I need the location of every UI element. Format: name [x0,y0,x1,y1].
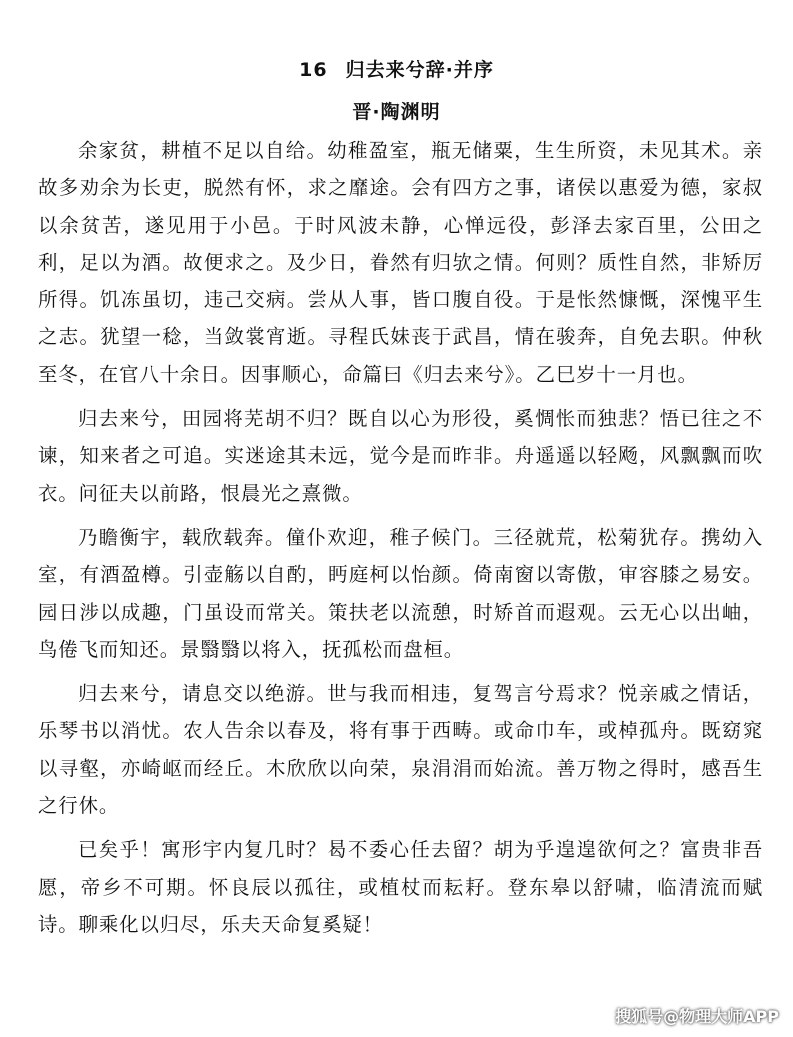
poem-paragraph-3: 归去来兮，请息交以绝游。世与我而相违，复驾言兮焉求？悦亲戚之情话，乐琴书以消忧。农人告余以春及，将有事于西畴。或命巾车，或棹孤舟。既窈窕以寻壑，亦崎岖而经丘。木欣欣以向荣，泉涓涓而始流。善万物之得时，感吾生之行休。 [38,682,763,818]
lesson-title: 归去来兮辞·并序 [345,59,494,81]
page-title [0,57,793,83]
preface-paragraph: 余家贫，耕植不足以自给。幼稚盈室，瓶无储粟，生生所资，未见其术。亲故多劝余为长吏，脱然有怀，求之靡途。会有四方之事，诸侯以惠爱为德，家叔以余贫苦，遂见用于小邑。于时风波未静，心惮远役，彭泽去家百里，公田之利，足以为酒。故便求之。及少日，眷然有归欤之情。何则？质性自然，非矫厉所得。饥冻虽切，违己交病。尝从人事，皆口腹自役。于是怅然慷慨，深愧平生之志。犹望一稔，当敛裳宵逝。寻程氏妹丧于武昌，情在骏奔，自免去职。仲秋至冬，在官八十余日。因事顺心，命篇曰《归去来兮》。乙巳岁十一月也。 [38,139,763,386]
poem-paragraph-2: 乃瞻衡宇，载欣载奔。僮仆欢迎，稚子候门。三径就荒，松菊犹存。携幼入室，有酒盈樽。引壶觞以自酌，眄庭柯以怡颜。倚南窗以寄傲，审容膝之易安。园日涉以成趣，门虽设而常关。策扶老以流憩，时矫首而遐观。云无心以出岫，鸟倦飞而知还。景翳翳以将入，抚孤松而盘桓。 [38,525,763,661]
poem-paragraph-1: 归去来兮，田园将芜胡不归？既自以心为形役，奚惆怅而独悲？悟已往之不谏，知来者之可追。实迷途其未远，觉今是而昨非。舟遥遥以轻飏，风飘飘而吹衣。问征夫以前路，恨晨光之熹微。 [38,407,763,505]
author-line: 晋·陶渊明 [352,101,441,123]
watermark-text: 搜狐号@物理大师APP [615,1007,779,1026]
lesson-number: 16 [299,59,328,81]
poem-body [38,132,763,950]
watermark [615,1004,779,1027]
poem-paragraph-4: 已矣乎！寓形宇内复几时？曷不委心任去留？胡为乎遑遑欲何之？富贵非吾愿，帝乡不可期。怀良辰以孤往，或植杖而耘耔。登东皋以舒啸，临清流而赋诗。聊乘化以归尽，乐夫天命复奚疑！ [38,838,763,936]
